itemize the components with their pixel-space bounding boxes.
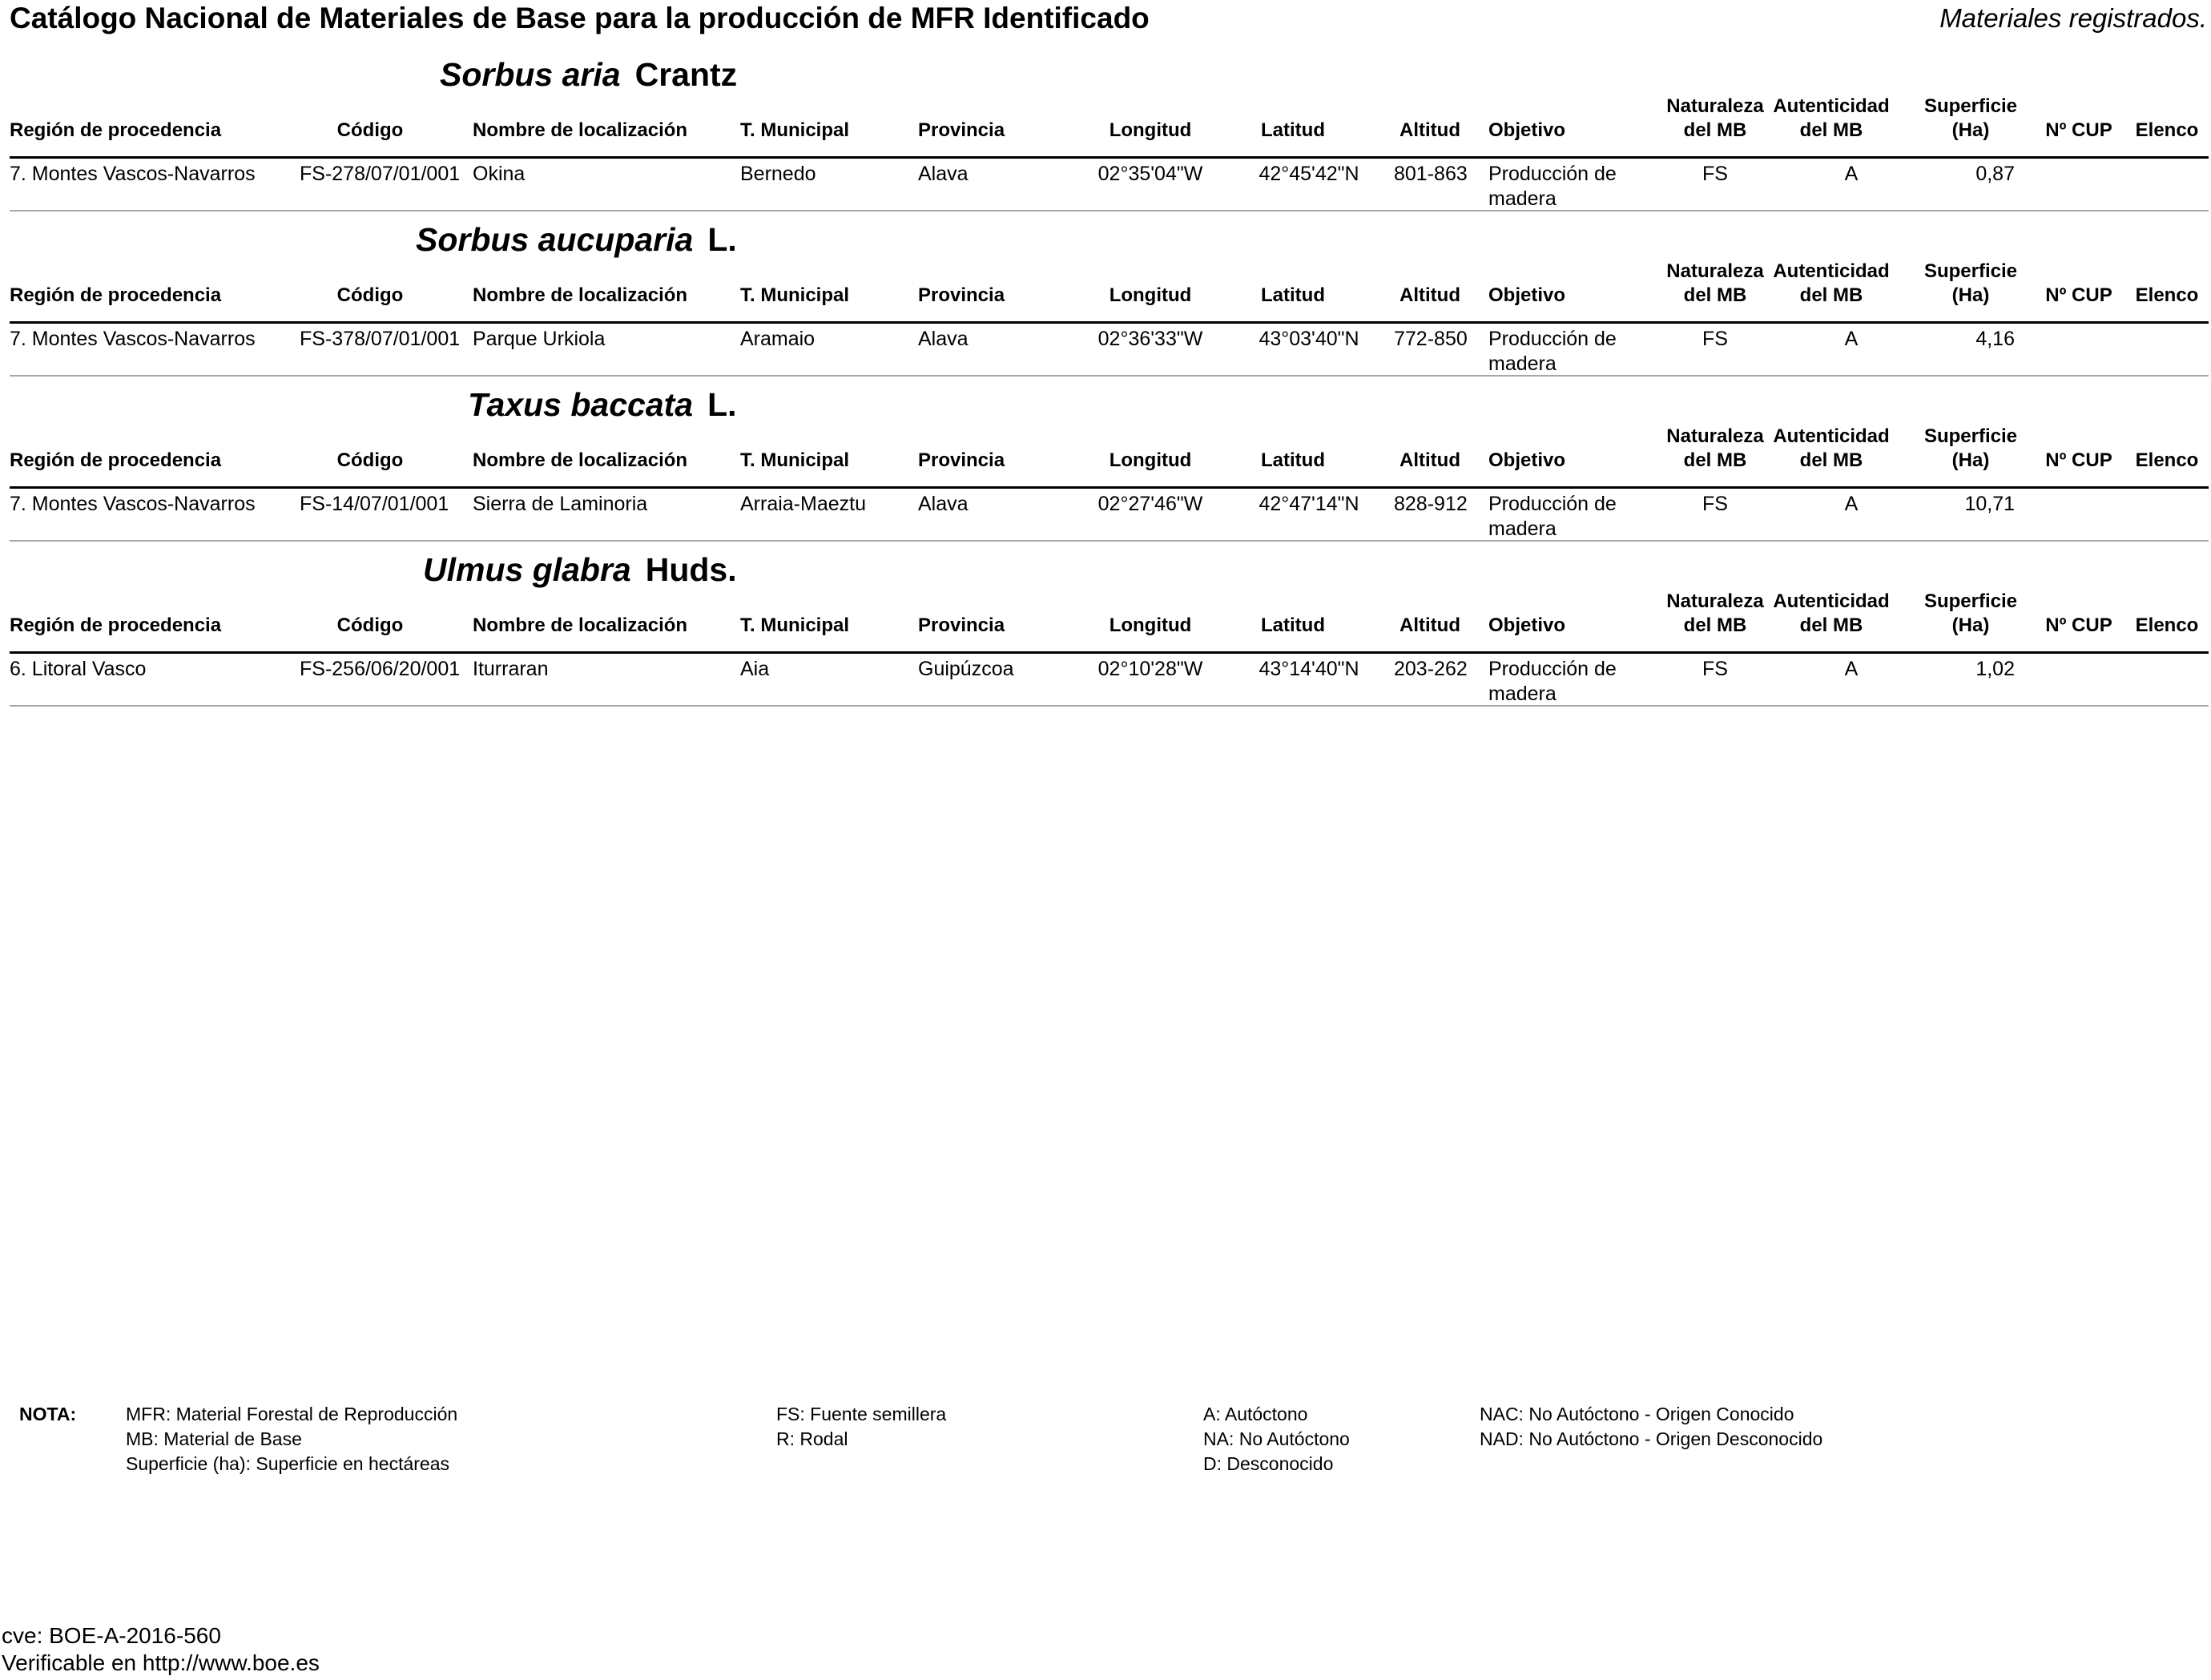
header-text: Nº CUP [2045, 284, 2112, 306]
species-author: L. [707, 386, 737, 423]
row-rule [10, 705, 2209, 707]
header-text: Superficie [1923, 95, 2018, 117]
header-text: Superficie [1923, 590, 2018, 612]
cell-municipal: Aia [740, 658, 770, 680]
cell-latitud: 43°14'40"N [1259, 658, 1359, 680]
note-superficie: Superficie (ha): Superficie en hectáreas [126, 1453, 449, 1474]
cell-latitud: 42°45'42"N [1259, 163, 1359, 185]
header-col-longitud [1086, 614, 1214, 638]
cell-objetivo: Producción de madera [1488, 493, 1617, 540]
species-name: Sorbus aria [440, 56, 621, 93]
cell-autenticidad: A [1844, 328, 1859, 350]
header-text: Superficie [1923, 425, 2018, 447]
header-text: T. Municipal [740, 614, 850, 636]
header-col-nombre [473, 284, 729, 308]
header-col-municipal [740, 284, 900, 308]
cell-codigo: FS-256/06/20/001 [300, 658, 461, 680]
cell-autenticidad: A [1844, 658, 1859, 680]
note-na: NA: No Autóctono [1203, 1428, 1350, 1449]
header-col-nombre [473, 614, 729, 638]
cell-region: 7. Montes Vascos-Navarros [10, 163, 256, 185]
header-text: del MB [1683, 119, 1747, 141]
header-col-autenticidad [1767, 95, 1895, 143]
header-col-elenco [2127, 614, 2207, 638]
cell-provincia: Guipúzcoa [918, 658, 1014, 680]
species-section [0, 50, 2211, 215]
header-col-objetivo [1488, 614, 1617, 638]
species-author: Crantz [634, 56, 738, 93]
cell-superficie: 4,16 [1975, 328, 2015, 350]
header-text: (Ha) [1951, 614, 1990, 636]
header-col-altitud [1394, 614, 1466, 638]
header-text: (Ha) [1951, 449, 1990, 471]
header-text: Longitud [1109, 614, 1192, 636]
header-col-nombre [473, 119, 729, 143]
header-text: Longitud [1109, 119, 1192, 141]
header-col-cup [2035, 449, 2123, 473]
header-text: Altitud [1399, 614, 1460, 636]
header-text: Longitud [1109, 284, 1192, 306]
note-mb: MB: Material de Base [126, 1428, 302, 1449]
header-text: Elenco [2135, 119, 2199, 141]
header-col-municipal [740, 119, 900, 143]
header-text: T. Municipal [740, 284, 850, 306]
header-text: Altitud [1399, 119, 1460, 141]
header-text: Provincia [918, 614, 1005, 636]
header-text: Objetivo [1488, 614, 1566, 636]
header-col-superficie [1907, 260, 2035, 308]
species-heading [468, 386, 737, 424]
header-col-latitud [1237, 449, 1349, 473]
cell-nombre: Iturraran [473, 658, 549, 680]
cell-codigo: FS-14/07/01/001 [300, 493, 449, 515]
header-text: Latitud [1261, 119, 1325, 141]
header-text: Naturaleza [1666, 425, 1764, 447]
header-text: Latitud [1261, 614, 1325, 636]
header-col-latitud [1237, 119, 1349, 143]
header-text: del MB [1799, 449, 1863, 471]
header-text: Nombre de localización [473, 614, 688, 636]
header-col-municipal [740, 449, 900, 473]
header-col-provincia [918, 284, 1078, 308]
header-text: T. Municipal [740, 449, 850, 471]
species-section [0, 215, 2211, 380]
cell-superficie: 0,87 [1975, 163, 2015, 185]
header-text: Altitud [1399, 449, 1460, 471]
header-col-naturaleza [1663, 260, 1767, 308]
header-col-objetivo [1488, 449, 1617, 473]
cell-municipal: Arraia-Maeztu [740, 493, 866, 515]
header-col-longitud [1086, 119, 1214, 143]
header-col-altitud [1394, 119, 1466, 143]
cell-municipal: Bernedo [740, 163, 816, 185]
cell-naturaleza: FS [1702, 163, 1728, 185]
header-text: Autenticidad [1773, 260, 1890, 282]
cell-naturaleza: FS [1702, 658, 1728, 680]
header-text: Naturaleza [1666, 260, 1764, 282]
header-col-longitud [1086, 449, 1214, 473]
header-text: Nº CUP [2045, 614, 2112, 636]
header-col-elenco [2127, 284, 2207, 308]
footer-cve: cve: BOE-A-2016-560 [2, 1623, 221, 1648]
header-text: Región de procedencia [10, 614, 222, 636]
cell-nombre: Sierra de Laminoria [473, 493, 648, 515]
cell-altitud: 828-912 [1394, 493, 1468, 515]
cell-region: 6. Litoral Vasco [10, 658, 147, 680]
header-text: Provincia [918, 449, 1005, 471]
header-col-altitud [1394, 449, 1466, 473]
header-text: Código [336, 119, 404, 141]
header-col-superficie [1907, 425, 2035, 473]
header-col-region [10, 119, 250, 143]
header-text: Latitud [1261, 284, 1325, 306]
header-col-codigo [290, 614, 450, 638]
header-col-cup [2035, 284, 2123, 308]
header-col-provincia [918, 449, 1078, 473]
cell-naturaleza: FS [1702, 328, 1728, 350]
cell-objetivo: Producción de madera [1488, 658, 1617, 705]
header-col-superficie [1907, 95, 2035, 143]
header-text: Altitud [1399, 284, 1460, 306]
header-text: Provincia [918, 284, 1005, 306]
header-col-cup [2035, 119, 2123, 143]
cell-altitud: 772-850 [1394, 328, 1468, 350]
header-text: Elenco [2135, 614, 2199, 636]
header-text: Código [336, 614, 404, 636]
cell-altitud: 203-262 [1394, 658, 1468, 680]
header-text: Longitud [1109, 449, 1192, 471]
header-text: Autenticidad [1773, 590, 1890, 612]
cell-autenticidad: A [1844, 493, 1859, 515]
cell-provincia: Alava [918, 328, 969, 350]
header-text: Nº CUP [2045, 119, 2112, 141]
header-col-region [10, 284, 250, 308]
header-col-region [10, 614, 250, 638]
cell-objetivo: Producción de madera [1488, 328, 1617, 375]
cell-autenticidad: A [1844, 163, 1859, 185]
header-text: Autenticidad [1773, 425, 1890, 447]
cell-codigo: FS-278/07/01/001 [300, 163, 461, 185]
species-name: Taxus baccata [468, 386, 694, 423]
header-col-provincia [918, 119, 1078, 143]
cell-naturaleza: FS [1702, 493, 1728, 515]
header-text: Elenco [2135, 284, 2199, 306]
footer-verify: Verificable en http://www.boe.es [2, 1650, 320, 1675]
cell-latitud: 42°47'14"N [1259, 493, 1359, 515]
document-title: Catálogo Nacional de Materiales de Base para la producción de MFR Identificado [10, 2, 1150, 34]
header-col-cup [2035, 614, 2123, 638]
note-a: A: Autóctono [1203, 1404, 1308, 1424]
header-col-autenticidad [1767, 260, 1895, 308]
cell-provincia: Alava [918, 163, 969, 185]
header-col-superficie [1907, 590, 2035, 638]
header-col-codigo [290, 119, 450, 143]
header-col-municipal [740, 614, 900, 638]
cell-longitud: 02°36'33"W [1097, 328, 1203, 350]
species-author: Huds. [645, 551, 737, 588]
header-col-codigo [290, 449, 450, 473]
species-section [0, 380, 2211, 545]
header-col-latitud [1237, 284, 1349, 308]
header-text: Naturaleza [1666, 590, 1764, 612]
note-r: R: Rodal [776, 1428, 848, 1449]
cell-provincia: Alava [918, 493, 969, 515]
cell-municipal: Aramaio [740, 328, 816, 350]
header-col-naturaleza [1663, 95, 1767, 143]
species-author: L. [707, 221, 737, 258]
cell-longitud: 02°27'46"W [1097, 493, 1203, 515]
row-rule [10, 375, 2209, 377]
species-name: Ulmus glabra [423, 551, 631, 588]
header-text: Objetivo [1488, 284, 1566, 306]
cell-region: 7. Montes Vascos-Navarros [10, 328, 256, 350]
header-text: del MB [1683, 284, 1747, 306]
notes-block [0, 1402, 2211, 1482]
header-text: Nombre de localización [473, 449, 688, 471]
header-rule [10, 651, 2209, 654]
cell-nombre: Parque Urkiola [473, 328, 606, 350]
species-heading [416, 221, 737, 259]
cell-longitud: 02°35'04"W [1097, 163, 1203, 185]
header-text: Nombre de localización [473, 119, 688, 141]
header-text: Objetivo [1488, 119, 1566, 141]
note-fs: FS: Fuente semillera [776, 1404, 947, 1424]
row-rule [10, 540, 2209, 542]
header-col-latitud [1237, 614, 1349, 638]
species-section [0, 545, 2211, 710]
header-text: Código [336, 284, 404, 306]
notes-label: NOTA: [19, 1404, 77, 1424]
header-text: Superficie [1923, 260, 2018, 282]
header-text: (Ha) [1951, 284, 1990, 306]
header-text: del MB [1799, 284, 1863, 306]
header-rule [10, 156, 2209, 159]
note-d: D: Desconocido [1203, 1453, 1334, 1474]
cell-altitud: 801-863 [1394, 163, 1468, 185]
header-text: Región de procedencia [10, 284, 222, 306]
header-text: Código [336, 449, 404, 471]
header-col-objetivo [1488, 284, 1617, 308]
cell-longitud: 02°10'28"W [1097, 658, 1203, 680]
note-nad: NAD: No Autóctono - Origen Desconocido [1480, 1428, 1823, 1449]
header-col-region [10, 449, 250, 473]
header-col-elenco [2127, 449, 2207, 473]
header-text: Naturaleza [1666, 95, 1764, 117]
header-text: (Ha) [1951, 119, 1990, 141]
header-col-codigo [290, 284, 450, 308]
header-col-naturaleza [1663, 425, 1767, 473]
header-col-elenco [2127, 119, 2207, 143]
species-heading [423, 551, 737, 589]
header-col-provincia [918, 614, 1078, 638]
header-col-longitud [1086, 284, 1214, 308]
header-text: Autenticidad [1773, 95, 1890, 117]
cell-codigo: FS-378/07/01/001 [300, 328, 461, 350]
header-text: del MB [1683, 449, 1747, 471]
row-rule [10, 210, 2209, 212]
species-name: Sorbus aucuparia [416, 221, 694, 258]
header-col-autenticidad [1767, 425, 1895, 473]
header-text: Región de procedencia [10, 449, 222, 471]
header-col-autenticidad [1767, 590, 1895, 638]
cell-nombre: Okina [473, 163, 526, 185]
header-rule [10, 321, 2209, 324]
cell-latitud: 43°03'40"N [1259, 328, 1359, 350]
header-text: Región de procedencia [10, 119, 222, 141]
note-nac: NAC: No Autóctono - Origen Conocido [1480, 1404, 1794, 1424]
header-text: Objetivo [1488, 449, 1566, 471]
header-text: Latitud [1261, 449, 1325, 471]
header-col-naturaleza [1663, 590, 1767, 638]
header-col-nombre [473, 449, 729, 473]
header-rule [10, 486, 2209, 489]
cell-objetivo: Producción de madera [1488, 163, 1617, 210]
header-col-altitud [1394, 284, 1466, 308]
header-text: Elenco [2135, 449, 2199, 471]
note-mfr: MFR: Material Forestal de Reproducción [126, 1404, 458, 1424]
header-col-objetivo [1488, 119, 1617, 143]
header-text: Nombre de localización [473, 284, 688, 306]
cell-superficie: 10,71 [1964, 493, 2015, 515]
species-heading [440, 56, 737, 94]
header-text: Nº CUP [2045, 449, 2112, 471]
header-text: Provincia [918, 119, 1005, 141]
header-text: del MB [1799, 119, 1863, 141]
document-subtitle: Materiales registrados. [1939, 3, 2207, 33]
header-text: del MB [1799, 614, 1863, 636]
header-text: del MB [1683, 614, 1747, 636]
header-text: T. Municipal [740, 119, 850, 141]
cell-superficie: 1,02 [1975, 658, 2015, 680]
cell-region: 7. Montes Vascos-Navarros [10, 493, 256, 515]
